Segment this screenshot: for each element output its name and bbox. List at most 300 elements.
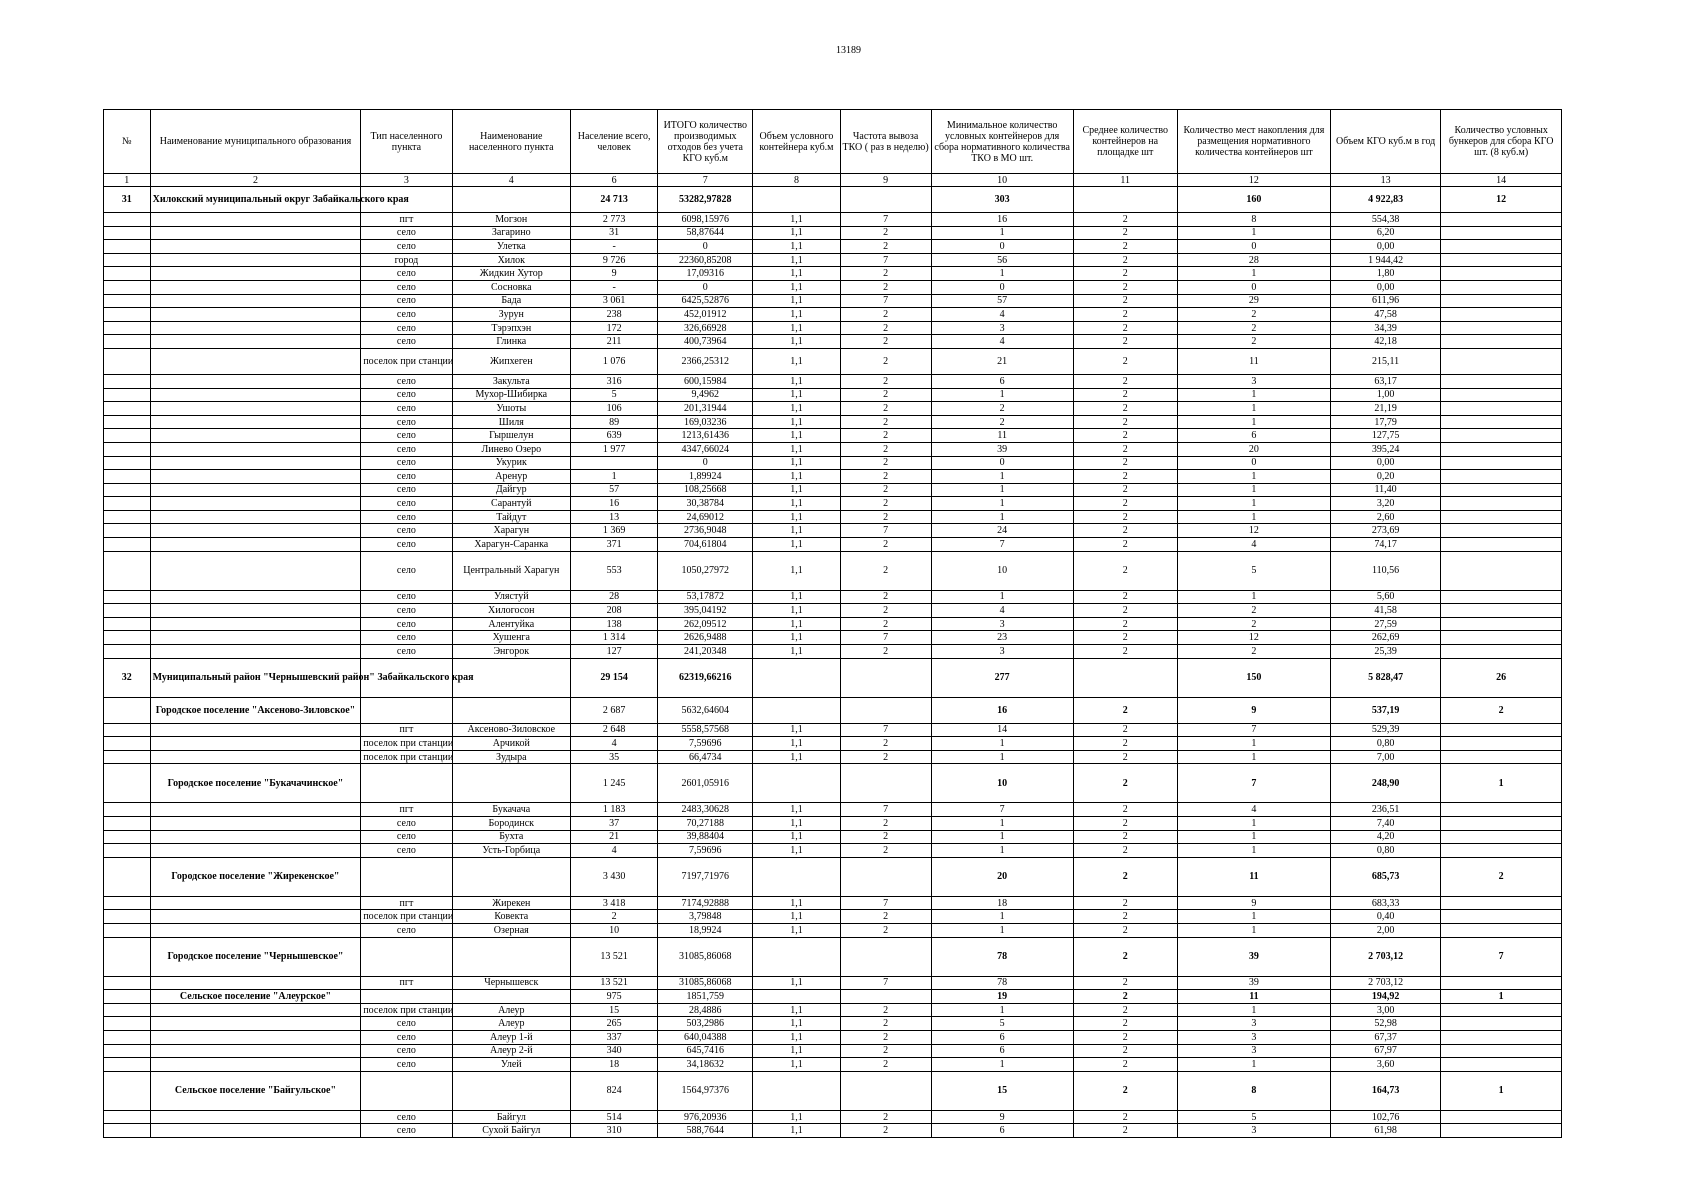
table-cell <box>1441 226 1562 240</box>
table-cell: село <box>361 538 452 552</box>
table-cell <box>104 442 151 456</box>
table-cell: село <box>361 402 452 416</box>
table-cell: 2 <box>1073 1030 1177 1044</box>
table-cell: 1,1 <box>753 253 840 267</box>
table-cell: 1 <box>1441 1071 1562 1110</box>
table-cell: 1 <box>1177 737 1330 751</box>
table-cell: 503,2986 <box>658 1017 753 1031</box>
table-cell: 1 <box>931 590 1073 604</box>
table-cell: 2 <box>840 750 931 764</box>
table-cell: 2 <box>1073 267 1177 281</box>
table-cell <box>1441 388 1562 402</box>
column-number: 13 <box>1330 174 1440 187</box>
table-cell: 2 <box>1073 1058 1177 1072</box>
table-cell: 1,1 <box>753 830 840 844</box>
table-cell: 2 <box>840 604 931 618</box>
table-row <box>104 910 1562 924</box>
table-cell: 12 <box>1177 524 1330 538</box>
table-row <box>104 374 1562 388</box>
table-cell: 6 <box>931 374 1073 388</box>
table-cell: Закульта <box>452 374 571 388</box>
table-cell: 1 <box>931 817 1073 831</box>
table-cell: 1 <box>1177 226 1330 240</box>
table-cell <box>1441 402 1562 416</box>
table-cell: 1,1 <box>753 1058 840 1072</box>
table-row <box>104 280 1562 294</box>
table-cell: 23 <box>931 631 1073 645</box>
table-cell: 4 <box>1177 538 1330 552</box>
table-cell: 31085,86068 <box>658 976 753 990</box>
header-row <box>104 110 1562 174</box>
table-cell <box>104 308 151 322</box>
table-cell: село <box>361 1058 452 1072</box>
table-cell <box>104 750 151 764</box>
table-cell: 20 <box>1177 442 1330 456</box>
table-cell: 39 <box>931 442 1073 456</box>
table-cell: 7 <box>840 213 931 227</box>
table-cell: 824 <box>571 1071 658 1110</box>
table-cell <box>104 1030 151 1044</box>
table-row <box>104 923 1562 937</box>
table-cell: 2 <box>571 910 658 924</box>
table-row <box>104 213 1562 227</box>
table-cell <box>104 923 151 937</box>
table-cell: 52,98 <box>1330 1017 1440 1031</box>
table-cell: 1,1 <box>753 1124 840 1138</box>
table-cell: 10 <box>931 764 1073 803</box>
table-cell: село <box>361 590 452 604</box>
table-cell <box>104 240 151 254</box>
table-cell: село <box>361 1044 452 1058</box>
table-cell: 639 <box>571 429 658 443</box>
table-cell: 2 <box>1073 456 1177 470</box>
table-cell: 2,60 <box>1330 510 1440 524</box>
table-row <box>104 321 1562 335</box>
table-cell: Жирекен <box>452 896 571 910</box>
table-cell: 1,1 <box>753 750 840 764</box>
table-cell: 9 <box>1177 896 1330 910</box>
table-cell <box>1441 442 1562 456</box>
table-cell: 2 <box>1073 750 1177 764</box>
table-cell <box>150 470 361 484</box>
table-cell: 2 <box>840 617 931 631</box>
table-cell <box>1441 1110 1562 1124</box>
table-cell <box>150 923 361 937</box>
table-cell: пгт <box>361 723 452 737</box>
table-cell: 6 <box>931 1044 1073 1058</box>
table-cell: 1,1 <box>753 442 840 456</box>
table-cell: 4 <box>931 604 1073 618</box>
table-cell <box>361 857 452 896</box>
table-cell <box>104 402 151 416</box>
table-cell: село <box>361 240 452 254</box>
table-cell: 2 <box>1073 631 1177 645</box>
table-cell: 1 <box>1177 590 1330 604</box>
table-cell: 26 <box>1441 658 1562 697</box>
table-cell: Сарантуй <box>452 497 571 511</box>
table-cell: 21 <box>571 830 658 844</box>
table-cell: село <box>361 497 452 511</box>
table-cell <box>104 697 151 723</box>
summary-row <box>104 764 1562 803</box>
table-cell <box>840 1071 931 1110</box>
table-cell: Алентуйка <box>452 617 571 631</box>
table-cell: 2 <box>1073 645 1177 659</box>
table-cell: 1,1 <box>753 470 840 484</box>
table-cell: 1213,61436 <box>658 429 753 443</box>
table-cell: 3 418 <box>571 896 658 910</box>
table-cell: 2 <box>1073 524 1177 538</box>
table-cell <box>753 937 840 976</box>
table-cell: 2 <box>840 483 931 497</box>
table-cell: 1 076 <box>571 348 658 374</box>
table-cell: 1050,27972 <box>658 551 753 590</box>
table-row <box>104 524 1562 538</box>
table-cell <box>104 374 151 388</box>
table-cell: 1,1 <box>753 267 840 281</box>
table-cell: 0,20 <box>1330 470 1440 484</box>
table-cell <box>150 830 361 844</box>
table-cell <box>1441 844 1562 858</box>
table-cell <box>104 590 151 604</box>
table-cell: Аренур <box>452 470 571 484</box>
table-cell <box>361 990 452 1004</box>
table-cell: поселок при станции <box>361 910 452 924</box>
table-cell: 2 <box>1177 645 1330 659</box>
table-cell: Жипхеген <box>452 348 571 374</box>
table-row <box>104 830 1562 844</box>
header-cell: Минимальное количество условных контейнеров для сбора нормативного количества ТКО в МО шт. <box>931 110 1073 174</box>
table-cell: 3 061 <box>571 294 658 308</box>
table-cell <box>1441 280 1562 294</box>
table-cell: 2 <box>1073 294 1177 308</box>
table-cell <box>1073 658 1177 697</box>
table-cell: 1 <box>1177 483 1330 497</box>
table-cell: 1,1 <box>753 923 840 937</box>
table-cell: 21 <box>931 348 1073 374</box>
table-cell: 0 <box>931 240 1073 254</box>
table-cell: 1 <box>931 844 1073 858</box>
table-cell: 2 <box>1177 617 1330 631</box>
table-cell <box>1441 1058 1562 1072</box>
table-cell <box>1441 1003 1562 1017</box>
table-cell <box>1441 1017 1562 1031</box>
column-number: 7 <box>658 174 753 187</box>
table-cell: Укурик <box>452 456 571 470</box>
table-cell: 1 <box>931 267 1073 281</box>
column-number: 8 <box>753 174 840 187</box>
table-cell <box>1441 896 1562 910</box>
table-cell: Алеур <box>452 1017 571 1031</box>
table-cell <box>1441 483 1562 497</box>
table-cell: 265 <box>571 1017 658 1031</box>
table-cell: Бухта <box>452 830 571 844</box>
table-cell: 39 <box>1177 976 1330 990</box>
table-cell: 2 <box>1073 213 1177 227</box>
table-cell: 2 <box>840 737 931 751</box>
table-cell: 3 <box>1177 1124 1330 1138</box>
table-cell: 2 <box>1073 1003 1177 1017</box>
table-cell: 2 <box>1073 617 1177 631</box>
table-cell: 7 <box>840 631 931 645</box>
table-cell <box>1441 645 1562 659</box>
table-cell: 588,7644 <box>658 1124 753 1138</box>
table-cell: 3,00 <box>1330 1003 1440 1017</box>
table-cell <box>104 723 151 737</box>
table-cell: 2 <box>1073 280 1177 294</box>
table-row <box>104 294 1562 308</box>
table-cell: 395,04192 <box>658 604 753 618</box>
table-row <box>104 335 1562 349</box>
table-cell <box>104 470 151 484</box>
table-row <box>104 402 1562 416</box>
table-cell: 22360,85208 <box>658 253 753 267</box>
table-cell: 3 <box>931 645 1073 659</box>
table-cell: 24,69012 <box>658 510 753 524</box>
table-cell: 2 <box>931 402 1073 416</box>
table-cell: Зудыра <box>452 750 571 764</box>
table-row <box>104 844 1562 858</box>
table-cell <box>104 803 151 817</box>
table-cell: 1,1 <box>753 280 840 294</box>
table-cell: 2 <box>1073 990 1177 1004</box>
table-cell: 0 <box>658 280 753 294</box>
table-cell: Хилокский муниципальный округ Забайкальского края <box>150 187 361 213</box>
table-cell <box>840 990 931 1004</box>
table-cell <box>361 937 452 976</box>
table-cell <box>150 429 361 443</box>
table-cell: 611,96 <box>1330 294 1440 308</box>
table-cell <box>104 429 151 443</box>
table-cell: Дайгур <box>452 483 571 497</box>
table-cell <box>1441 253 1562 267</box>
table-cell: 1 <box>1177 923 1330 937</box>
table-cell: пгт <box>361 976 452 990</box>
table-cell: 1 <box>1177 470 1330 484</box>
table-cell: город <box>361 253 452 267</box>
table-cell: 975 <box>571 990 658 1004</box>
table-cell: 57 <box>931 294 1073 308</box>
table-cell: 0 <box>1177 280 1330 294</box>
table-cell: 2 <box>840 348 931 374</box>
table-cell: 2 <box>1073 590 1177 604</box>
table-cell: Энгорок <box>452 645 571 659</box>
table-cell <box>150 604 361 618</box>
table-cell: 2626,9488 <box>658 631 753 645</box>
table-cell: Мухор-Шибирка <box>452 388 571 402</box>
table-cell: 1,1 <box>753 348 840 374</box>
table-row <box>104 896 1562 910</box>
column-number: 14 <box>1441 174 1562 187</box>
table-cell: 2 <box>1441 857 1562 896</box>
table-cell: село <box>361 226 452 240</box>
table-cell: Букачача <box>452 803 571 817</box>
table-cell: 0 <box>658 456 753 470</box>
table-cell: село <box>361 280 452 294</box>
table-cell: 2 <box>1073 604 1177 618</box>
table-cell <box>753 857 840 896</box>
table-cell <box>1441 538 1562 552</box>
table-cell: 62319,66216 <box>658 658 753 697</box>
table-cell: 1 <box>1177 415 1330 429</box>
table-cell: 1,1 <box>753 551 840 590</box>
summary-row <box>104 1071 1562 1110</box>
table-cell: 1 <box>571 470 658 484</box>
table-cell <box>104 976 151 990</box>
table-row <box>104 1030 1562 1044</box>
table-cell: 2 <box>840 510 931 524</box>
table-row <box>104 817 1562 831</box>
table-cell <box>104 253 151 267</box>
table-cell: 4 <box>1177 803 1330 817</box>
table-cell: 28 <box>1177 253 1330 267</box>
table-row <box>104 1003 1562 1017</box>
table-cell: 1,1 <box>753 335 840 349</box>
table-row <box>104 723 1562 737</box>
table-cell: 2 <box>1073 415 1177 429</box>
table-cell: 32 <box>104 658 151 697</box>
table-cell: 0,00 <box>1330 456 1440 470</box>
table-cell: 150 <box>1177 658 1330 697</box>
table-cell: 3 <box>1177 1030 1330 1044</box>
table-cell: 7 <box>840 803 931 817</box>
table-row <box>104 590 1562 604</box>
table-cell: Хушенга <box>452 631 571 645</box>
table-cell <box>1441 321 1562 335</box>
table-cell: 2 <box>840 830 931 844</box>
table-cell: 1,1 <box>753 844 840 858</box>
table-cell: 2 <box>1073 830 1177 844</box>
column-number: 4 <box>452 174 571 187</box>
table-cell: 4 <box>571 844 658 858</box>
table-cell: 3,79848 <box>658 910 753 924</box>
table-cell <box>150 1058 361 1072</box>
table-row <box>104 551 1562 590</box>
table-cell <box>452 187 571 213</box>
table-cell <box>150 631 361 645</box>
table-cell: 11,40 <box>1330 483 1440 497</box>
table-cell: 11 <box>1177 990 1330 1004</box>
table-cell <box>150 280 361 294</box>
table-cell: село <box>361 551 452 590</box>
table-cell: село <box>361 1110 452 1124</box>
table-cell: 78 <box>931 937 1073 976</box>
table-row <box>104 750 1562 764</box>
table-cell: Улетка <box>452 240 571 254</box>
table-cell: 6 <box>931 1030 1073 1044</box>
table-cell: Городское поселение "Букачачинское" <box>150 764 361 803</box>
table-cell <box>104 737 151 751</box>
table-cell <box>361 697 452 723</box>
table-cell: 18,9924 <box>658 923 753 937</box>
table-cell: 2 <box>840 470 931 484</box>
table-cell: 31085,86068 <box>658 937 753 976</box>
table-cell: 3 <box>1177 1044 1330 1058</box>
table-cell: 310 <box>571 1124 658 1138</box>
table-cell <box>104 538 151 552</box>
table-cell: 1,1 <box>753 631 840 645</box>
table-cell: 35 <box>571 750 658 764</box>
table-cell: 70,27188 <box>658 817 753 831</box>
table-cell: 262,09512 <box>658 617 753 631</box>
table-row <box>104 470 1562 484</box>
table-cell: 1,1 <box>753 1017 840 1031</box>
table-cell: 1,1 <box>753 1110 840 1124</box>
table-cell <box>1441 294 1562 308</box>
table-cell: 316 <box>571 374 658 388</box>
table-cell <box>1441 524 1562 538</box>
table-cell: пгт <box>361 896 452 910</box>
table-cell: 1,1 <box>753 604 840 618</box>
table-row <box>104 737 1562 751</box>
table-cell: 16 <box>931 213 1073 227</box>
table-cell: 704,61804 <box>658 538 753 552</box>
table-cell <box>150 213 361 227</box>
table-cell <box>1441 631 1562 645</box>
table-cell: 6,20 <box>1330 226 1440 240</box>
table-cell <box>104 830 151 844</box>
table-cell: 17,09316 <box>658 267 753 281</box>
table-cell: 29 154 <box>571 658 658 697</box>
table-cell <box>104 456 151 470</box>
table-cell: 7 <box>840 896 931 910</box>
table-cell <box>1441 737 1562 751</box>
table-cell: 1 314 <box>571 631 658 645</box>
table-cell <box>150 374 361 388</box>
table-cell <box>104 1044 151 1058</box>
table-cell: Арчикой <box>452 737 571 751</box>
table-cell <box>1441 1124 1562 1138</box>
table-cell: 41,58 <box>1330 604 1440 618</box>
table-row <box>104 442 1562 456</box>
table-cell <box>150 456 361 470</box>
table-cell: Жидкин Хутор <box>452 267 571 281</box>
table-cell: 2 <box>840 374 931 388</box>
table-cell <box>104 280 151 294</box>
table-cell: 11 <box>1177 857 1330 896</box>
table-row <box>104 604 1562 618</box>
table-cell: Сосновка <box>452 280 571 294</box>
table-cell: 2 <box>1073 937 1177 976</box>
table-row <box>104 348 1562 374</box>
table-cell: 194,92 <box>1330 990 1440 1004</box>
table-cell: 2 <box>840 402 931 416</box>
table-cell: 1 <box>1177 267 1330 281</box>
table-cell: 241,20348 <box>658 645 753 659</box>
table-cell: село <box>361 1017 452 1031</box>
table-cell: 2 648 <box>571 723 658 737</box>
table-cell: 1,1 <box>753 590 840 604</box>
table-cell <box>104 1017 151 1031</box>
table-cell: Бородинск <box>452 817 571 831</box>
table-cell <box>1441 910 1562 924</box>
table-cell: 3 <box>1177 374 1330 388</box>
table-cell: 1564,97376 <box>658 1071 753 1110</box>
table-cell: 13 <box>571 510 658 524</box>
table-cell <box>452 857 571 896</box>
table-cell: 16 <box>931 697 1073 723</box>
table-cell: 1 <box>931 483 1073 497</box>
table-cell: 2 <box>1073 817 1177 831</box>
table-cell: 4,20 <box>1330 830 1440 844</box>
table-cell: 7 <box>931 803 1073 817</box>
table-cell <box>150 483 361 497</box>
table-cell: 685,73 <box>1330 857 1440 896</box>
table-cell: Озерная <box>452 923 571 937</box>
table-cell <box>150 402 361 416</box>
table-cell: 67,37 <box>1330 1030 1440 1044</box>
table-cell: село <box>361 645 452 659</box>
